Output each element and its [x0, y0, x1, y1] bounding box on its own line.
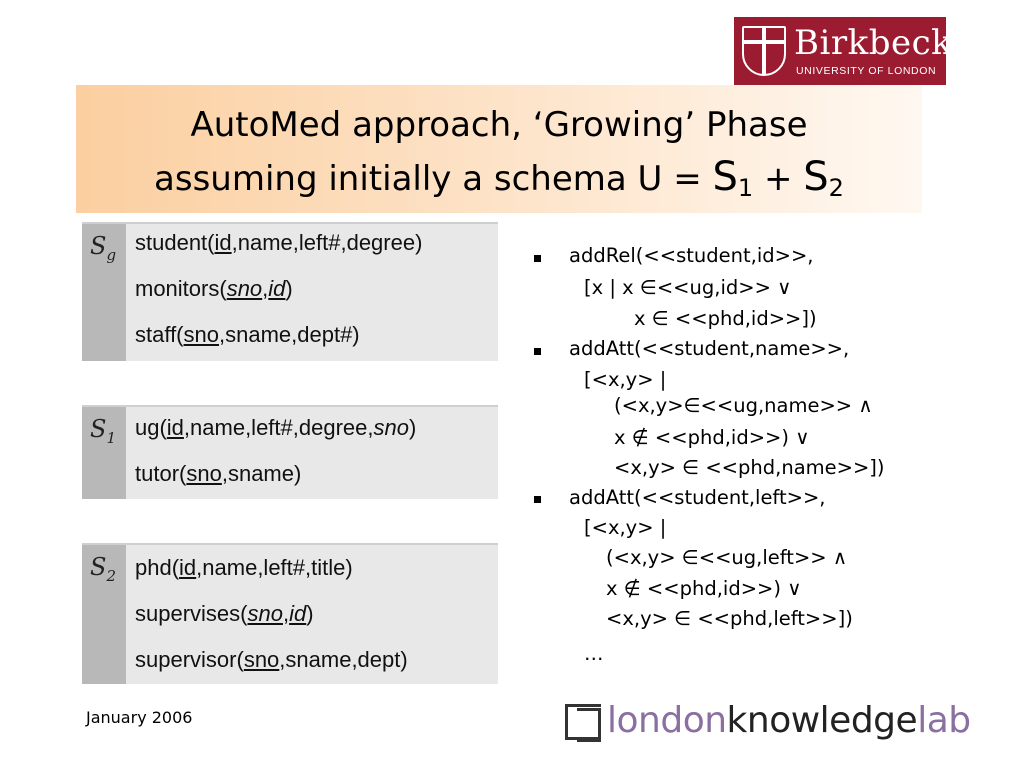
schema-text-segment: ,name,left#,degree, [183, 415, 374, 440]
schema-text-segment: ,sname,dept) [279, 647, 408, 672]
title-line-1: AutoMed approach, ‘Growing’ Phase [190, 105, 808, 145]
step-line: addRel(<<student,id>>, [569, 244, 814, 267]
schema-text-segment: sno [247, 601, 283, 626]
step-line: [<x,y> | [584, 516, 667, 539]
step-line: … [584, 642, 604, 665]
crest-icon [742, 26, 786, 76]
schema-text-segment: ,sname,dept#) [219, 322, 360, 347]
title-line-2: assuming initially a schema $U = S_1 + S_2$ [154, 154, 844, 202]
step-line: (<x,y> ∈<<ug,left>> ∧ [606, 546, 848, 569]
title-band [76, 85, 922, 213]
schema-text-segment: ,name,left#,title) [196, 555, 353, 580]
schema-text-segment: id [214, 230, 232, 255]
schema-text-segment: ,name,left#,degree) [231, 230, 423, 255]
schema-text-segment: id [179, 555, 197, 580]
bullet-icon [534, 348, 541, 355]
step-line: [x | x ∈<<ug,id>> ∨ [584, 276, 792, 299]
schema-label: $S_2$ [82, 545, 126, 684]
step-line: (<x,y>∈<<ug,name>> ∧ [614, 394, 873, 417]
schema-text-segment: ) [285, 276, 293, 301]
london-knowledge-lab-logo [563, 700, 971, 750]
schema-text-segment: , [262, 276, 269, 301]
schema-text-segment: monitors( [135, 276, 227, 301]
schema-text-segment: ) [306, 601, 314, 626]
birkbeck-logo [734, 17, 953, 85]
step-line: addAtt(<<student,left>>, [569, 486, 826, 509]
step-line: [<x,y> | [584, 368, 667, 391]
schema-row [135, 230, 422, 256]
schema-text-segment: sno [186, 461, 222, 486]
schema-text-segment: tutor( [135, 461, 187, 486]
schema-text-segment: sno [183, 322, 219, 347]
schema-text-segment: id [289, 601, 307, 626]
step-line: x ∉ <<phd,id>>) ∨ [606, 577, 802, 600]
schema-text-segment: id [268, 276, 286, 301]
slide-title [76, 99, 922, 214]
schema-text-segment: sno [243, 647, 280, 672]
schema-row [135, 555, 353, 581]
schema-row [135, 322, 360, 348]
step-line: <x,y> ∈ <<phd,name>>]) [614, 456, 885, 479]
lkl-mark-icon [577, 708, 601, 742]
schema-text-segment: sno [373, 415, 409, 440]
schema-row [135, 415, 416, 441]
schema-row [135, 601, 314, 627]
schema-sg-box [82, 222, 498, 361]
step-line: addAtt(<<student,name>>, [569, 337, 850, 360]
bullet-icon [534, 255, 541, 262]
step-line: x ∈ <<phd,id>>]) [634, 307, 817, 330]
step-line: <x,y> ∈ <<phd,left>>]) [606, 607, 853, 630]
logo-subtitle: UNIVERSITY OF LONDON [796, 65, 937, 77]
schema-row [135, 461, 301, 487]
schema-text-segment: phd( [135, 555, 180, 580]
schema-text-segment: , [282, 601, 290, 626]
schema-label: $S_1$ [82, 407, 126, 499]
bullet-icon [534, 496, 541, 503]
footer-date: January 2006 [86, 708, 193, 727]
schema-text-segment: student( [135, 230, 215, 255]
schema-text-segment: id [166, 415, 184, 440]
logo-name: Birkbeck [794, 23, 953, 63]
schema-s1-box [82, 405, 498, 499]
schema-text-segment: ug( [135, 415, 167, 440]
schema-text-segment: staff( [135, 322, 184, 347]
schema-text-segment: ) [408, 415, 417, 440]
schema-text-segment: ,sname) [221, 461, 302, 486]
step-line: x ∉ <<phd,id>>) ∨ [614, 426, 810, 449]
schema-row [135, 276, 293, 302]
lkl-wordmark: londonknowledgelab [607, 700, 971, 741]
schema-text-segment: sno [226, 276, 263, 301]
schema-text-segment: supervises( [135, 601, 248, 626]
schema-row [135, 647, 408, 673]
schema-s2-box [82, 543, 498, 684]
schema-text-segment: supervisor( [135, 647, 244, 672]
schema-label: $S_g$ [82, 224, 126, 361]
